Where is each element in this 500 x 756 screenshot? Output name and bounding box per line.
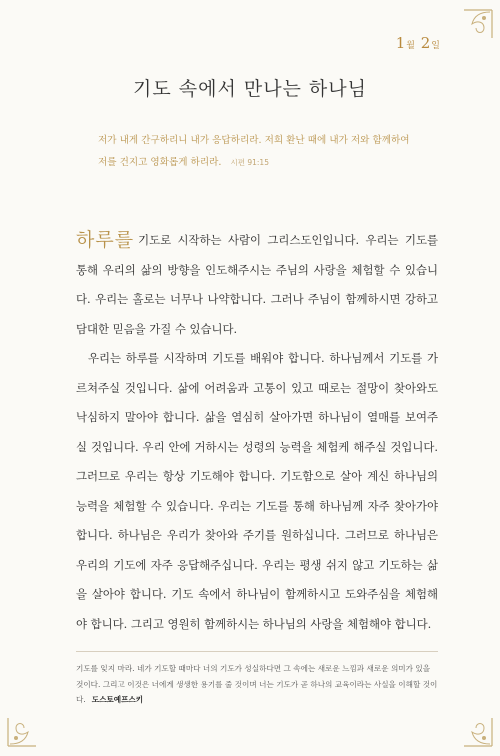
scripture-text: 저가 내게 간구하리니 내가 응답하리라. 저희 환난 때에 내가 저와 함께하여 저를 건지고 영화롭게 하리라. xyxy=(98,135,410,168)
quote-text: 기도를 잊지 마라. 네가 기도할 때마다 너의 기도가 성실하다면 그 속에는 새로운 느낌과 새로운 의미가 있을 것이다. 그리고 이것은 너에게 생생한 용기를 줄 것이며 너는 기도가 곧 하나의 교육이라는 사실을 이해할 것이다. xyxy=(76,664,438,704)
page-title: 기도 속에서 만나는 하나님 xyxy=(132,78,367,100)
page-number: 1월 2일 xyxy=(395,34,440,52)
ornament-corner-icon xyxy=(6,690,66,750)
divider xyxy=(76,651,438,652)
ornament-corner-icon xyxy=(434,690,494,750)
scripture-reference: 시편 91:15 xyxy=(230,158,269,167)
quote-author: 도스토예프스키 xyxy=(91,695,144,704)
devotional-body xyxy=(76,226,438,639)
lead-word: 하루를 xyxy=(76,229,135,251)
ornament-corner-icon xyxy=(434,6,494,66)
closing-quote xyxy=(76,661,438,708)
scripture-verse xyxy=(98,130,418,174)
paragraph-1: 하루를 기도로 시작하는 사람이 그리스도인입니다. 우리는 기도를 통해 우리의 삶의 방향을 인도해주시는 주님의 사랑을 체험할 수 있습니다. 우리는 홀로는 너무나 나약합니다. 그러나 주님이 함께하시면 강하고 담대한 믿음을 가질 수 있습니다. xyxy=(76,229,438,336)
paragraph-2: 우리는 하루를 시작하며 기도를 배워야 합니다. 하나님께서 기도를 가르쳐주실 것입니다. 삶에 어려움과 고통이 있고 때로는 절망이 찾아와도 낙심하지 말아야 합니다. 삶을 열심히 살아가면 하나님이 열매를 보여주실 것입니다. 우리 안에 거하시는 성령의 능력을 체험케 해주실 것입니다. 그러므로 우리는 항상 기도해야 합니다. 기도함으로 살아 계신 하나님의 능력을 체험할 수 있습니다. 우리는 기도를 통해 하나님께 자주 찾아가야 합니다. 하나님은 우리가 찾아와 주기를 원하십니다. 그러므로 하나님은 우리의 기도에 자주 응답해주십니다. 우리는 평생 쉬지 않고 기도하는 삶을 살아야 합니다. 기도 속에서 하나님이 함께하시고 도와주심을 체험해야 합니다. 그리고 영원히 함께하시는 하나님의 사랑을 체험해야 합니다. xyxy=(76,351,438,631)
